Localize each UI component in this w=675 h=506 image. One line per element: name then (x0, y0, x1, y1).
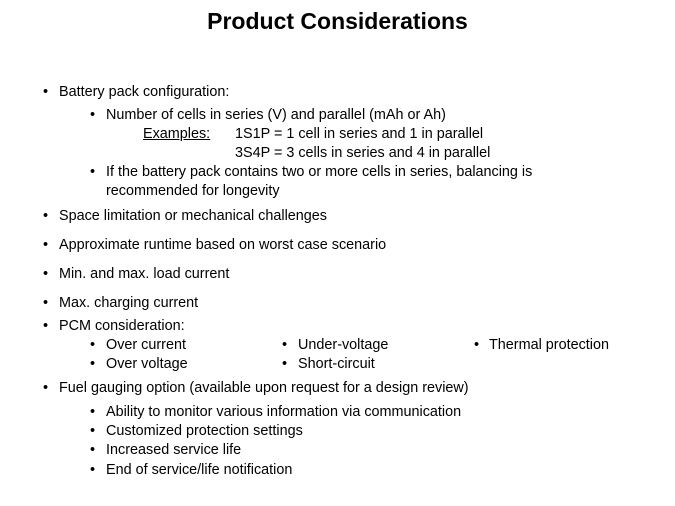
pcm-thermal-protection: Thermal protection (489, 337, 609, 353)
item-runtime: Approximate runtime based on worst case scenario (59, 237, 387, 253)
pcm-under-voltage: Under-voltage (298, 337, 389, 353)
fg-protection-settings: Customized protection settings (106, 423, 303, 439)
bullet (90, 442, 95, 459)
examples-label: Examples: (143, 126, 211, 142)
bullet (282, 356, 287, 373)
item-space: Space limitation or mechanical challenges (59, 208, 327, 224)
item-load-current: Min. and max. load current (59, 266, 230, 282)
bullet (90, 164, 95, 181)
bullet (282, 337, 287, 354)
pcm-over-current: Over current (106, 337, 186, 353)
bullet (90, 356, 95, 373)
fg-notification: End of service/life notification (106, 462, 293, 478)
pcm-short-circuit: Short-circuit (298, 356, 375, 372)
item-balancing-line2: recommended for longevity (106, 183, 280, 199)
item-balancing-line1: If the battery pack contains two or more cells in series, balancing is (106, 164, 533, 180)
fg-service-life: Increased service life (106, 442, 242, 458)
bullet (90, 423, 95, 440)
bullet (43, 266, 48, 283)
item-cells-series-parallel: Number of cells in series (V) and parallel (mAh or Ah) (106, 107, 446, 123)
bullet (43, 318, 48, 335)
bullet (90, 337, 95, 354)
bullet (43, 237, 48, 254)
example-1s1p: 1S1P = 1 cell in series and 1 in parallel (235, 126, 484, 142)
bullet (43, 84, 48, 101)
bullet (43, 208, 48, 225)
pcm-over-voltage: Over voltage (106, 356, 188, 372)
bullet (90, 107, 95, 124)
fg-monitor: Ability to monitor various information via communication (106, 404, 462, 420)
item-charging-current: Max. charging current (59, 295, 199, 311)
bullet (43, 380, 48, 397)
item-pcm: PCM consideration: (59, 318, 185, 334)
bullet (43, 295, 48, 312)
item-fuel-gauging: Fuel gauging option (available upon request for a design review) (59, 380, 469, 396)
item-battery-config: Battery pack configuration: (59, 84, 230, 100)
bullet (90, 404, 95, 421)
bullet (90, 462, 95, 479)
bullet (474, 337, 479, 354)
example-3s4p: 3S4P = 3 cells in series and 4 in parallel (235, 145, 491, 161)
page-title: Product Considerations (207, 8, 468, 34)
